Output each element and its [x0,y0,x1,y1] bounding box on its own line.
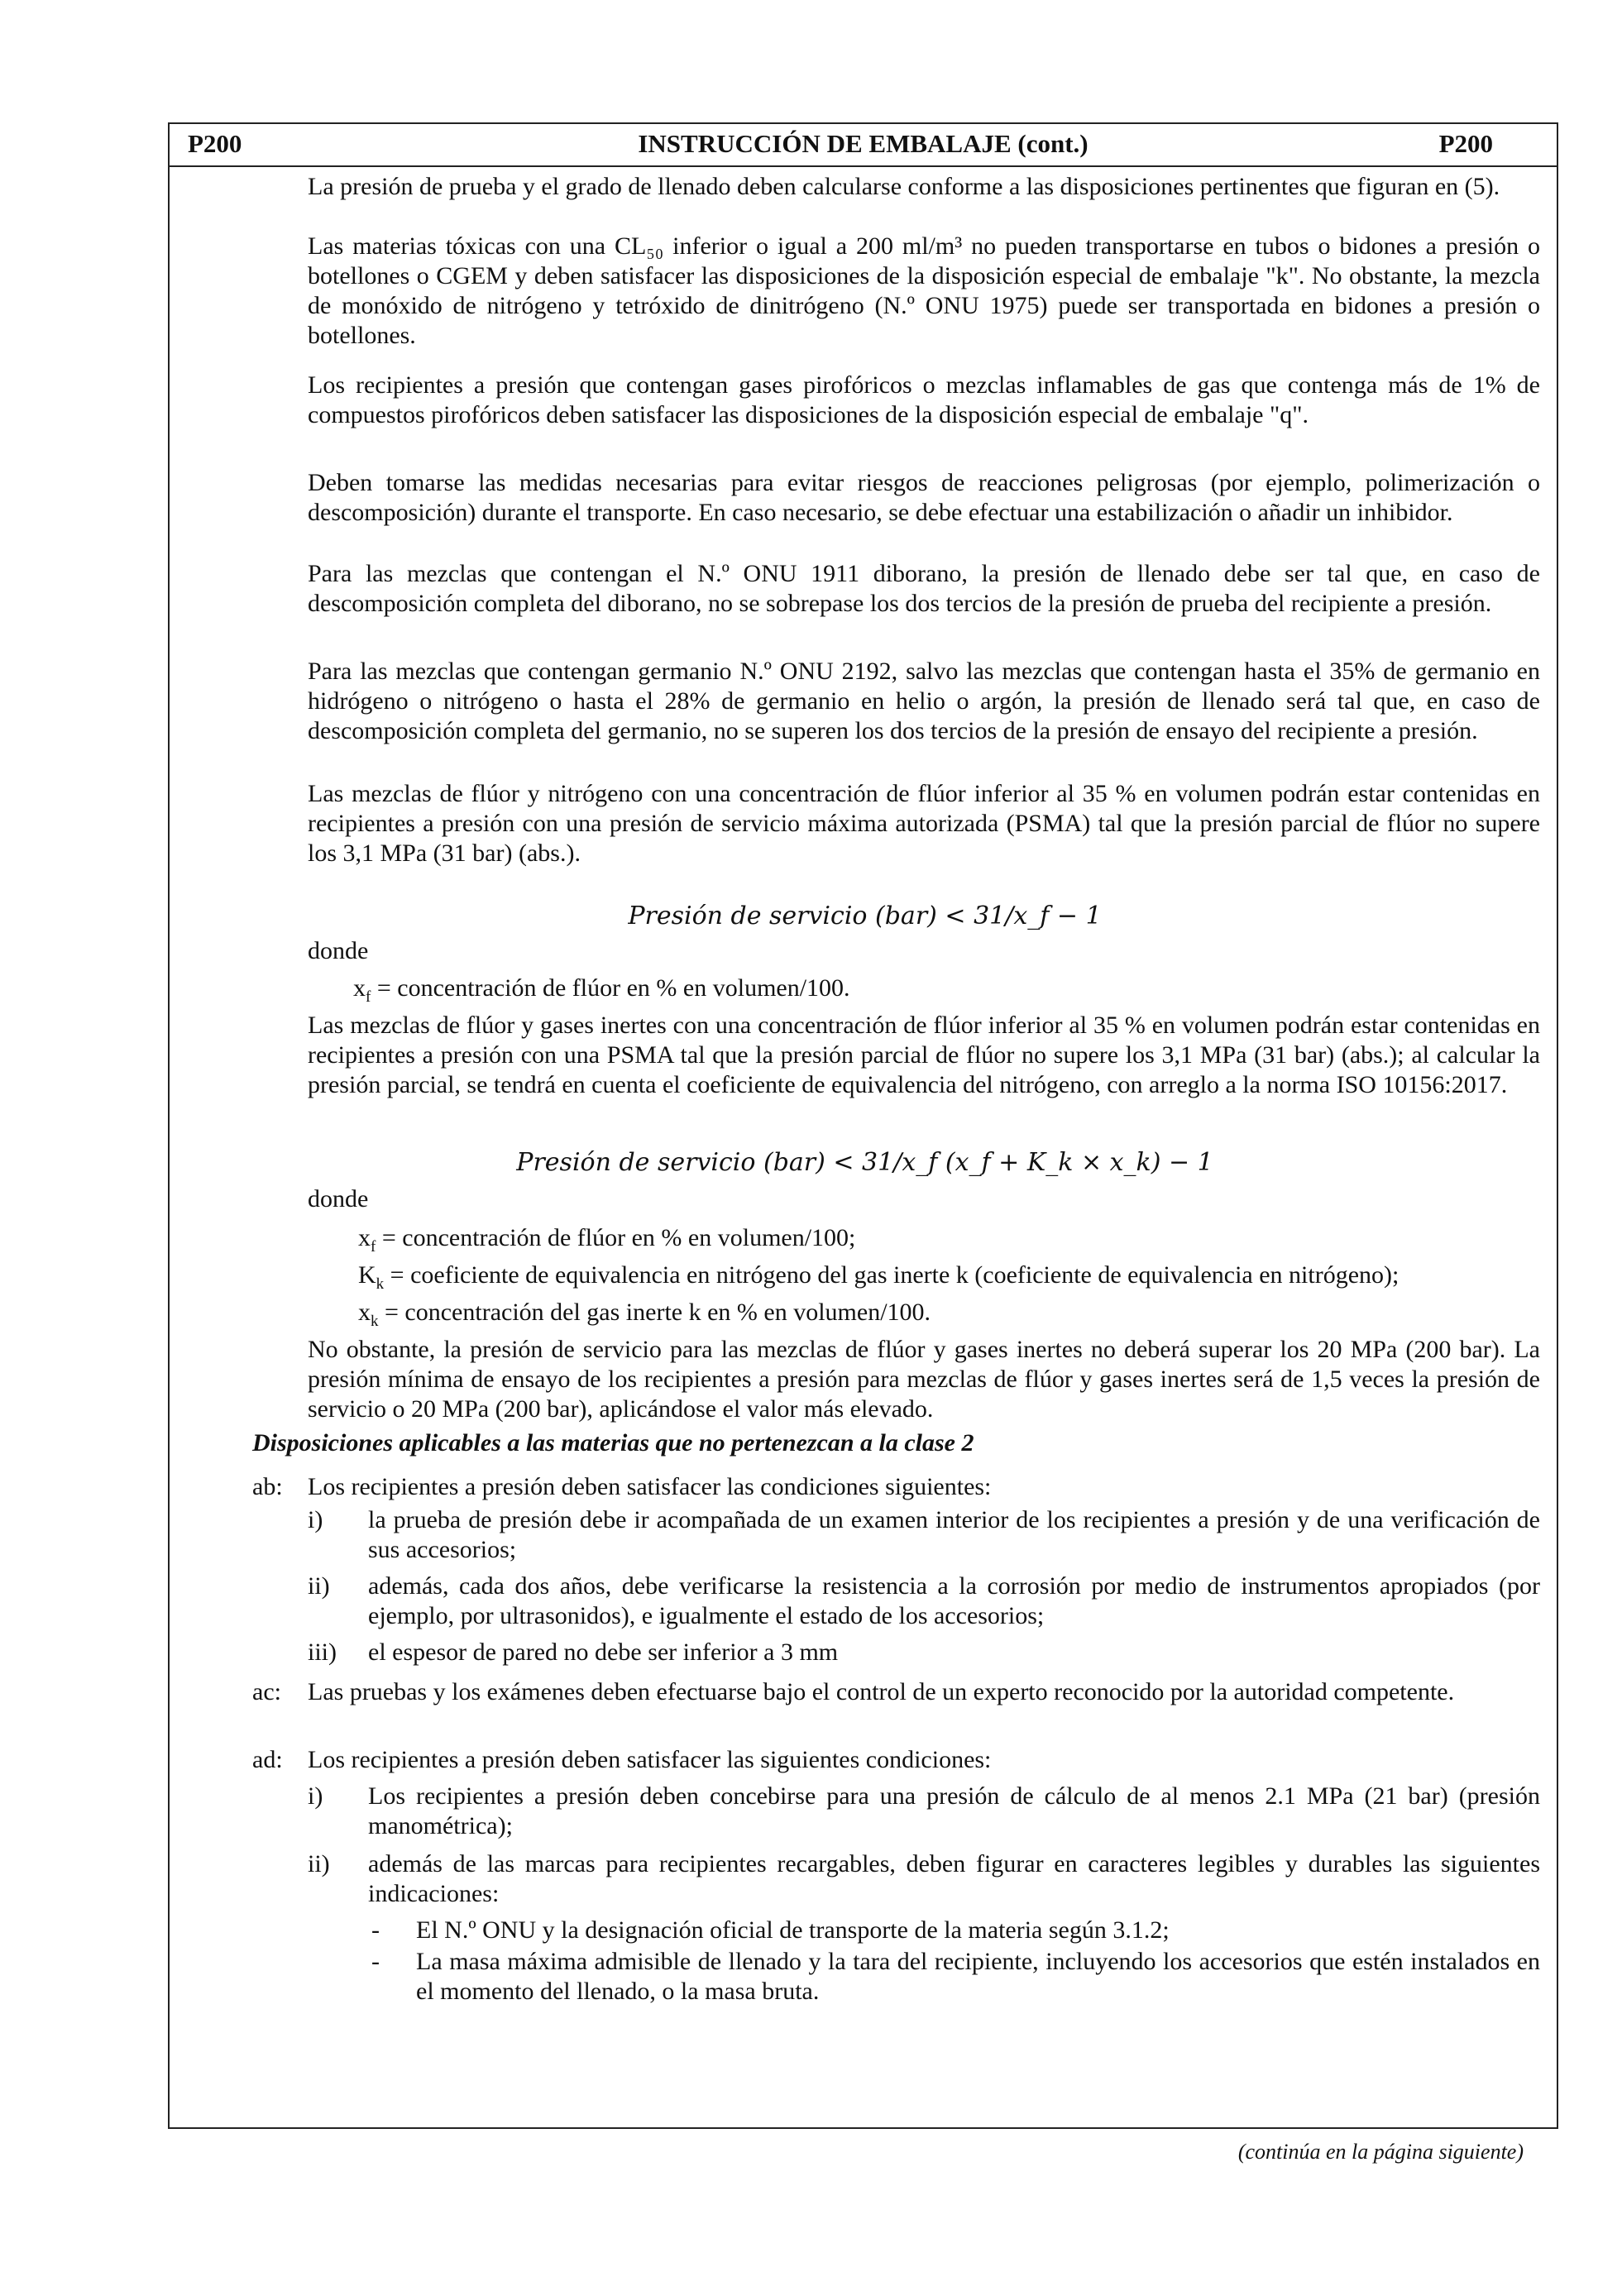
paragraph: Las mezclas de flúor y nitrógeno con una concentración de flúor inferior al 35 % en volumen podrán estar contenidas en recipientes a presión con una presión de servicio máxima autorizada (PSMA) tal que la presión parcial de flúor no supere los 3,1 MPa (31 bar) (abs.). [308,780,1540,867]
continuation-note: (continúa en la página siguiente) [1237,2140,1524,2164]
header-title: INSTRUCCIÓN DE EMBALAJE (cont.) [638,129,1089,158]
sub-item-number: ii) [308,1572,330,1600]
sub-item-number: i) [308,1782,323,1810]
donde-label: donde [308,937,369,964]
bullet-text: La masa máxima admisible de llenado y la tara del recipiente, incluyendo los accesorios que estén instalados en el momento del llenado, o la masa bruta. [416,1948,1540,2005]
table-header [170,124,1557,167]
sub-item-text: la prueba de presión debe ir acompañada de un examen interior de los recipientes a presión y de una verificación de sus accesorios; [368,1506,1540,1563]
bullet-dash: - [371,1948,380,1975]
sub-item-number: ii) [308,1850,330,1877]
donde-label: donde [308,1185,369,1213]
paragraph: Los recipientes a presión que contengan gases pirofóricos o mezclas inflamables de gas que contenga más de 1% de compuestos pirofóricos deben satisfacer las disposiciones de la disposición especial de embalaje "q". [308,371,1540,428]
instruction-table [168,122,1558,2129]
paragraph: Las materias tóxicas con una CL₅₀ inferior o igual a 200 ml/m³ no pueden transportarse en tubos o bidones a presión o botellones o CGEM y deben satisfacer las disposiciones de la disposición especial de embalaje "k". No obstante, la mezcla de monóxido de nitrógeno y tetróxido de dinitrógeno (N.º ONU 1975) puede ser transportada en bidones a presión o botellones. [308,232,1540,349]
item-text-ab: Los recipientes a presión deben satisfacer las condiciones siguientes: [308,1473,992,1500]
sub-item-text: además de las marcas para recipientes recargables, deben figurar en caracteres legibles y durables las siguientes indicaciones: [368,1850,1540,1907]
item-label-ab: ab: [252,1473,283,1500]
definition-xk: $x_k$ = concentración del gas inerte k en % en volumen/100. [358,1299,931,1330]
paragraph: No obstante, la presión de servicio para las mezclas de flúor y gases inertes no deberá superar los 20 MPa (200 bar). La presión mínima de ensayo de los recipientes a presión para mezclas de flúor y gases inertes será de 1,5 veces la presión de servicio o 20 MPa (200 bar), aplicándose el valor más elevado. [308,1336,1540,1423]
item-label-ac: ac: [252,1678,281,1705]
definition-xf: $x_f$ = concentración de flúor en % en volumen/100; [358,1224,856,1256]
header-code-left: P200 [188,129,242,158]
paragraph: Para las mezclas que contengan el N.º ONU 1911 diborano, la presión de llenado debe ser tal que, en caso de descomposición completa del diborano, no se sobrepase los dos tercios de la presión de prueba del recipiente a presión. [308,560,1540,617]
definition-kk: $K_k$ = coeficiente de equivalencia en nitrógeno del gas inerte k (coeficiente de equivalencia en nitrógeno); [358,1261,1400,1293]
formula-fluor-inertes: Presión de servicio (bar) < 31/x_f (x_f + K_k × x_k) − 1 [516,1148,1213,1177]
paragraph: Las mezclas de flúor y gases inertes con una concentración de flúor inferior al 35 % en volumen podrán estar contenidas en recipientes a presión con una PSMA tal que la presión parcial de flúor no supere los 3,1 MPa (31 bar) (abs.); al calcular la presión parcial, se tendrá en cuenta el coeficiente de equivalencia del nitrógeno, con arreglo a la norma ISO 10156:2017. [308,1012,1540,1098]
item-label-ad: ad: [252,1746,283,1773]
sub-item-text: Los recipientes a presión deben concebirse para una presión de cálculo de al menos 2.1 MPa (21 bar) (presión manométrica); [368,1782,1540,1839]
sub-item-text: el espesor de pared no debe ser inferior a 3 mm [368,1638,839,1666]
sub-item-number: iii) [308,1638,337,1666]
bullet-text: El N.º ONU y la designación oficial de transporte de la materia según 3.1.2; [416,1916,1170,1944]
header-code-right: P200 [1438,129,1493,158]
item-text-ad: Los recipientes a presión deben satisfacer las siguientes condiciones: [308,1746,992,1773]
sub-item-number: i) [308,1506,323,1533]
item-text-ac: Las pruebas y los exámenes deben efectuarse bajo el control de un experto reconocido por la autoridad competente. [308,1678,1455,1705]
paragraph: Para las mezclas que contengan germanio N.º ONU 2192, salvo las mezclas que contengan hasta el 35% de germanio en hidrógeno o nitrógeno o hasta el 28% de germanio en helio o argón, la presión de llenado será tal que, en caso de descomposición completa del germanio, no se superen los dos tercios de la presión de ensayo del recipiente a presión. [308,658,1540,744]
formula-fluor-nitrogeno: Presión de servicio (bar) < 31/x_f − 1 [628,902,1102,930]
definition-xf: $x_f$ = concentración de flúor en % en volumen/100. [353,974,850,1006]
section-title: Disposiciones aplicables a las materias que no pertenezcan a la clase 2 [252,1429,974,1457]
paragraph: Deben tomarse las medidas necesarias para evitar riesgos de reacciones peligrosas (por ejemplo, polimerización o descomposición) durante el transporte. En caso necesario, se debe efectuar una estabilización o añadir un inhibidor. [308,469,1540,526]
bullet-dash: - [371,1916,380,1944]
paragraph: La presión de prueba y el grado de llenado deben calcularse conforme a las disposiciones pertinentes que figuran en (5). [308,173,1500,200]
sub-item-text: además, cada dos años, debe verificarse la resistencia a la corrosión por medio de instrumentos apropiados (por ejemplo, por ultrasonidos), e igualmente el estado de los accesorios; [368,1572,1540,1629]
